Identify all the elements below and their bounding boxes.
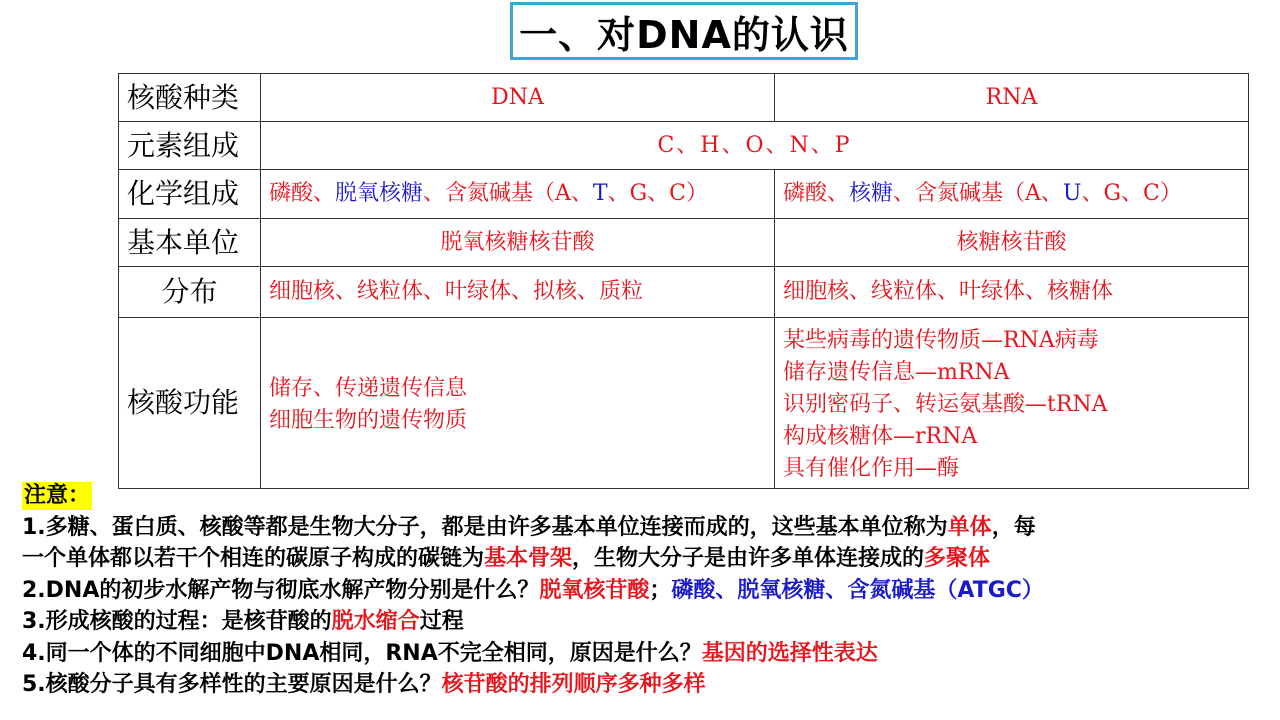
note-text: 4.同一个体的不同细胞中DNA相同，RNA不完全相同，原因是什么？ — [22, 640, 702, 666]
dna-chem-base-t: T — [592, 181, 608, 206]
note-answer: 脱水缩合 — [331, 609, 420, 634]
note-answer: 基本骨架 — [484, 546, 573, 571]
note-text: 2.DNA的初步水解产物与彻底水解产物分别是什么？ — [22, 577, 540, 603]
note-1 — [22, 512, 1272, 544]
rna-function-line: 储存遗传信息—mRNA — [783, 360, 1010, 385]
page-title: 一、对DNA的认识 — [510, 2, 858, 60]
rna-chem-sugar: 核糖 — [849, 181, 894, 206]
note-3 — [22, 606, 1272, 638]
elements-value: C、H、O、N、P — [261, 122, 1249, 170]
rna-chem-part: 、含氮碱基（A、 — [893, 181, 1063, 206]
rna-chemical — [775, 170, 1249, 219]
dna-distribution: 细胞核、线粒体、叶绿体、拟核、质粒 — [261, 267, 775, 318]
row-label-distribution: 分布 — [119, 267, 261, 318]
rna-unit: 核糖核苷酸 — [775, 219, 1249, 267]
table-row — [119, 74, 1249, 122]
rna-distribution: 细胞核、线粒体、叶绿体、核糖体 — [775, 267, 1249, 318]
note-text: 5.核酸分子具有多样性的主要原因是什么？ — [22, 672, 442, 697]
rna-function-line: 具有催化作用—酶 — [783, 456, 960, 481]
dna-chemical — [261, 170, 775, 219]
rna-function-line: 某些病毒的遗传物质—RNA病毒 — [783, 328, 1099, 353]
row-label-type: 核酸种类 — [119, 74, 261, 122]
table-row — [119, 122, 1249, 170]
row-label-elements: 元素组成 — [119, 122, 261, 170]
note-answer: 多聚体 — [924, 546, 991, 571]
dna-chem-sugar: 脱氧核糖 — [335, 181, 424, 206]
note-text: 3.形成核酸的过程：是核苷酸的 — [22, 609, 332, 634]
rna-chem-part: 、G、C） — [1081, 181, 1182, 206]
dna-function-line: 细胞生物的遗传物质 — [269, 408, 468, 433]
note-text: ； — [649, 577, 672, 603]
table-row — [119, 219, 1249, 267]
dna-chem-part: 、含氮碱基（A、 — [423, 181, 593, 206]
note-answer: 单体 — [947, 514, 992, 540]
note-4 — [22, 638, 1272, 670]
dna-function-line: 储存、传递遗传信息 — [269, 376, 468, 401]
dna-unit: 脱氧核糖核苷酸 — [261, 219, 775, 267]
row-label-chemical: 化学组成 — [119, 170, 261, 219]
note-text: ，生物大分子是由许多单体连接成的 — [572, 546, 925, 571]
table-row — [119, 267, 1249, 318]
table-row — [119, 170, 1249, 219]
note-2 — [22, 575, 1272, 607]
note-5 — [22, 669, 1272, 701]
dna-header: DNA — [261, 74, 775, 122]
notes-title: 注意： — [24, 483, 91, 508]
note-text: 一个单体都以若干个相连的碳原子构成的碳链为 — [22, 546, 485, 571]
dna-chem-part: 、G、C） — [607, 181, 709, 206]
note-1-cont — [22, 543, 1272, 575]
dna-function — [261, 318, 775, 489]
rna-function-line: 识别密码子、转运氨基酸—tRNA — [783, 392, 1108, 417]
rna-chem-base-u: U — [1062, 181, 1082, 206]
nucleic-acid-table — [118, 73, 1249, 489]
note-answer: 核苷酸的排列顺序多种多样 — [441, 672, 706, 697]
note-answer: 脱氧核苷酸 — [539, 577, 650, 603]
rna-function-line: 构成核糖体—rRNA — [783, 424, 978, 449]
note-answer-blue: 磷酸、脱氧核糖、含氮碱基（ATGC） — [671, 577, 1044, 603]
table-row — [119, 318, 1249, 489]
rna-function — [775, 318, 1249, 489]
dna-chem-part: 磷酸、 — [269, 181, 336, 206]
row-label-function: 核酸功能 — [119, 318, 261, 489]
note-text: ，每 — [991, 514, 1036, 540]
note-text: 过程 — [419, 609, 464, 634]
note-answer: 基因的选择性表达 — [701, 640, 878, 666]
rna-chem-part: 磷酸、 — [783, 181, 850, 206]
rna-header: RNA — [775, 74, 1249, 122]
note-text: 1.多糖、蛋白质、核酸等都是生物大分子，都是由许多基本单位连接而成的，这些基本单位称为 — [22, 514, 948, 540]
row-label-unit: 基本单位 — [119, 219, 261, 267]
notes-section — [22, 480, 1272, 701]
